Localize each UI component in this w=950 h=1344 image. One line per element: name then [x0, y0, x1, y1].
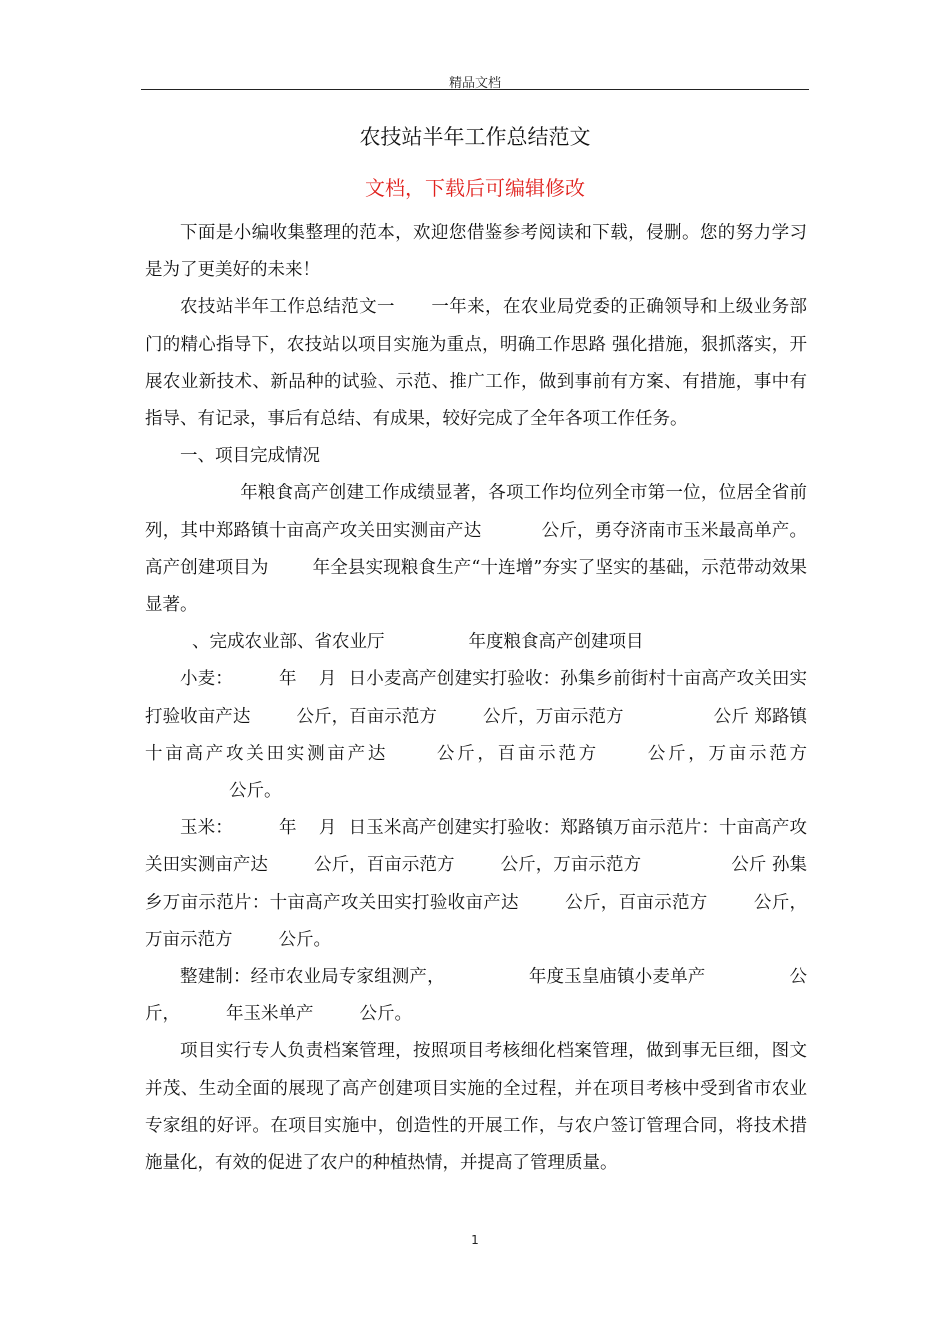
- corn-text-4: 公斤 孙集乡万亩示范片：十亩高产攻关田实打验收亩产达: [145, 855, 808, 913]
- summary-text: 一年来，在农业局党委的正确领导和上级业务部门的精心指导下，农技站以项目实施为重点，明确工作思路 强化措施，狠抓落实，开展农业新技术、新品种的试验、示范、推广工作，做到事前有方案、有措施，事中有指导、有记录，事后有总结、有成果，较好完成了全年各项工作任务。: [145, 297, 808, 430]
- grain-yield-text-1: 年粮食高产创建工作成绩显著，各项工作均位列全市第一位，位居全省前列，其中郑路镇十亩高产攻关田实测亩产达: [145, 483, 807, 541]
- paragraph-project-title: [145, 624, 807, 661]
- whole-system-text-2: 年度玉皇庙镇小麦单产: [528, 967, 706, 988]
- grain-yield-text-2: 公斤，勇夺济南市玉米最高单产。高产创建项目为: [145, 520, 808, 578]
- paragraph-whole-system: [145, 959, 807, 1033]
- section-heading: 一、项目完成情况: [180, 446, 320, 467]
- corn-label: 玉米：: [180, 818, 233, 839]
- project-title-text-1: 、完成农业部、省农业厅: [192, 632, 385, 653]
- whole-system-text-3: 公斤，: [145, 967, 808, 1025]
- corn-year: 年: [278, 818, 297, 839]
- corn-month: 月: [318, 818, 337, 839]
- grain-yield-text-3: 年全县实现粮食生产“十连增”夯实了坚实的基础，示范带动效果显著。: [145, 557, 807, 616]
- wheat-text-1: 日小麦高产创建实打验收：孙集乡前街村十亩高产攻关田实打验收亩产达: [145, 669, 808, 727]
- whole-system-text-4: 年玉米单产: [226, 1004, 314, 1025]
- header-divider: [141, 89, 809, 90]
- paragraph-wheat: [145, 661, 807, 810]
- wheat-text-7: 公斤。: [229, 781, 282, 802]
- paragraph-corn: [145, 810, 807, 959]
- wheat-label: 小麦：: [180, 669, 233, 690]
- corn-text-3: 公斤，万亩示范方: [500, 855, 642, 876]
- corn-text-7: 公斤。: [278, 929, 331, 950]
- wheat-text-6: 公斤，万亩示范方: [644, 743, 808, 764]
- corn-text-5: 公斤，百亩示范方: [564, 892, 708, 913]
- paragraph-grain-yield: [145, 475, 807, 624]
- corn-text-1: 日玉米高产创建实打验收：郑路镇万亩示范片：十亩高产攻关田实测亩产达: [145, 818, 808, 876]
- corn-text-6: 公斤，万亩示范方: [145, 892, 808, 950]
- document-body: [145, 215, 807, 1182]
- summary-heading: 农技站半年工作总结范文一: [180, 297, 395, 318]
- paragraph-archive: 项目实行专人负责档案管理，按照项目考核细化档案管理，做到事无巨细，图文并茂、生动全面的展现了高产创建项目实施的全过程，并在项目考核中受到省市农业专家组的好评。在项目实施中，创造性的开展工作，与农户签订管理合同，将技术措施量化，有效的促进了农户的种植热情，并提高了管理质量。: [145, 1041, 807, 1174]
- whole-system-text-5: 公斤。: [359, 1004, 412, 1025]
- paragraph-intro: 下面是小编收集整理的范本，欢迎您借鉴参考阅读和下载，侵删。您的努力学习是为了更美好的未来！: [145, 223, 807, 281]
- corn-text-2: 公斤，百亩示范方: [313, 855, 455, 876]
- wheat-month: 月: [318, 669, 337, 690]
- page-header: 精品文档: [448, 76, 501, 91]
- document-subtitle: 文档，下载后可编辑修改: [365, 176, 585, 200]
- whole-system-text-1: 整建制：经市农业局专家组测产，: [180, 967, 445, 988]
- wheat-year: 年: [278, 669, 297, 690]
- wheat-text-5: 公斤，百亩示范方: [434, 743, 599, 764]
- wheat-text-4: 公斤 郑路镇十亩高产攻关田实测亩产达: [145, 706, 808, 764]
- wheat-text-2: 公斤，百亩示范方: [296, 706, 437, 727]
- paragraph-summary: [145, 289, 807, 438]
- document-title: 农技站半年工作总结范文: [359, 125, 591, 149]
- page-number: 1: [471, 1233, 479, 1247]
- project-title-text-2: 年度粮食高产创建项目: [468, 632, 644, 653]
- wheat-text-3: 公斤，万亩示范方: [482, 706, 624, 727]
